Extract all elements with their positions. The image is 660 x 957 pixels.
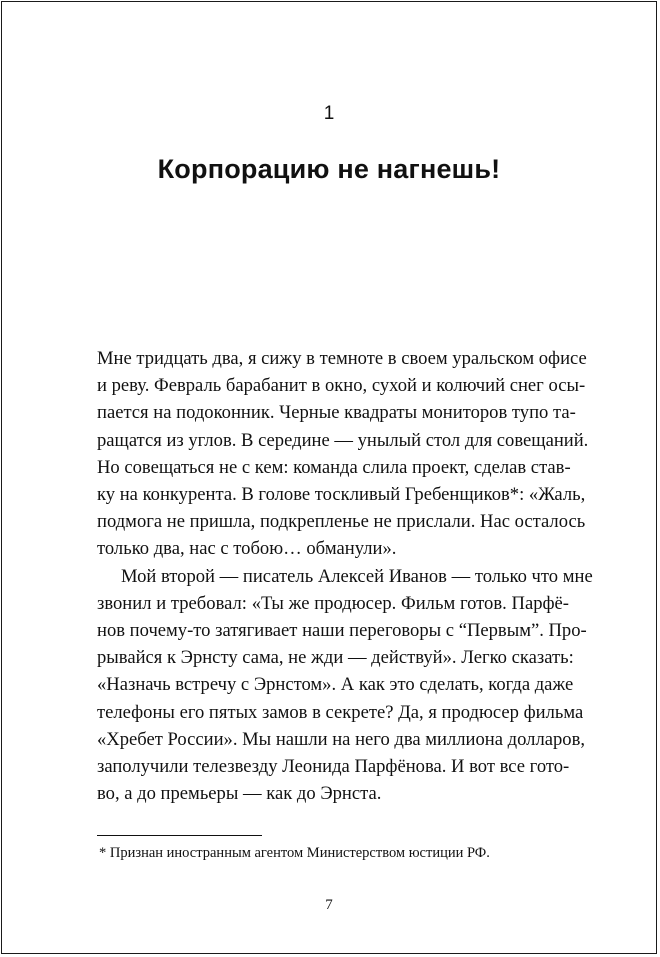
text-line: ращатся из углов. В середине — унылый стол для совещаний. [97,429,589,451]
text-line: и реву. Февраль барабанит в окно, сухой и колючий снег осы- [97,375,586,397]
text-line: только два, нас с тобою… обманули». [97,538,397,560]
page-number: 7 [325,897,333,913]
book-page [1,1,657,954]
text-line: телефоны его пятых замов в секрете? Да, я продюсер фильма [97,701,584,723]
text-line: Мой второй — писатель Алексей Иванов — только что мне [121,565,593,587]
text-line: подмога не пришла, подкрепленье не прислали. Нас осталось [97,511,586,533]
chapter-number: 1 [323,103,335,124]
footnote: * Признан иностранным агентом Министерством юстиции РФ. [99,845,490,861]
text-line: Но совещаться не с кем: команда слила проект, сделав став- [97,456,571,478]
chapter-title: Корпорацию не нагнешь! [157,154,501,184]
body-text [97,345,593,807]
text-line: Мне тридцать два, я сижу в темноте в своем уральском офисе [97,348,587,369]
paragraph-2 [97,563,593,808]
text-line: пается на подоконник. Черные квадраты мониторов тупо та- [97,402,576,424]
text-line: ку на конкурента. В голове тоскливый Гребенщиков*: «Жаль, [97,484,586,506]
text-line: «Назначь встречу с Эрнстом». А как это сделать, когда даже [97,674,574,696]
footnote-divider [97,835,262,836]
text-line: звонил и требовал: «Ты же продюсер. Фильм готов. Парфё- [97,592,569,614]
text-line: «Хребет России». Мы нашли на него два миллиона долларов, [97,728,586,750]
paragraph-1 [97,345,589,563]
text-line: нов почему-то затягивает наши переговоры с “Первым”. Про- [97,620,587,642]
text-line: заполучили телезвезду Леонида Парфёнова. И вот все гото- [97,756,570,778]
text-line: во, а до премьеры — как до Эрнста. [97,783,382,805]
text-line: рывайся к Эрнсту сама, не жди — действуй». Легко сказать: [97,647,574,669]
